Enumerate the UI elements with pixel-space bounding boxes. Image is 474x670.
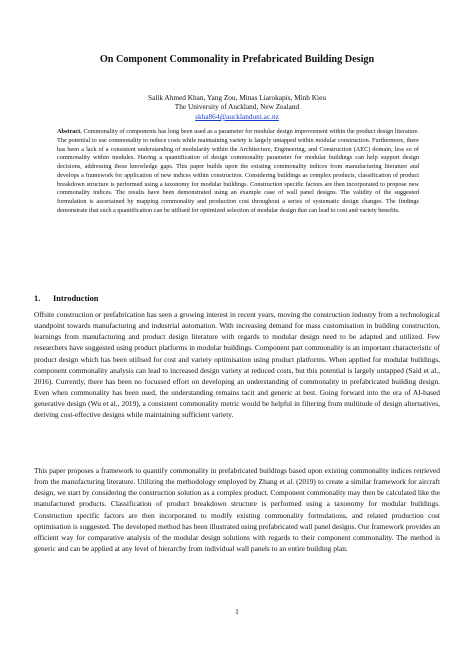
author-block	[40, 93, 434, 121]
abstract-text: Commonality of components has long been used as a parameter for modular design improvement within the product design literature. The potential to use commonality to reduce costs while maintaining variety is largely untapped within modular construction. Furthermore, there has been a lack of a consistent understanding of modularity within the Architecture, Engineering, and Construction (AEC) domain, less so of commonality within modules. Having a quantification of design commonality parameter for modular buildings can help support design decisions, addressing these knowledge gaps. This paper builds upon the existing commonality indices from manufacturing literature and develops a framework for application of new indices within construction. Considering buildings as complex products, classification of product breakdown structure is performed using a taxonomy for modular buildings. Construction specific factors are then incorporated to propose new commonality indices. The results have been demonstrated using an example case of wall panel designs. The validity of the suggested formulation is ascertained by mapping commonality and production cost throughout a series of systematic design changes. The findings demonstrate that such a quantification can be utilised for optimized selection of modular design that can lead to cost and variety benefits.	[57, 128, 419, 214]
section-number: 1.	[34, 294, 41, 303]
intro-paragraph-1: Offsite construction or prefabrication has seen a growing interest in recent years, moving the construction industry from a technological standpoint towards manufacturing and industrial automation. With increasing demand for mass customisation in building construction, learnings from manufacturing and product design literature with regards to modular design need to be adapted and utilized. Few researchers have suggested using product platforms in modular buildings. Component part commonality is an important characteristic of product design which has been utilised for cost and variety optimisation using product platforms. When applied for modular buildings, component commonality analysis can lead to increased design variety at reduced costs, but this potential is largely untapped (Said et al., 2016). Currently, there has been no focussed effort on developing an understanding of commonality in prefabricated building design. Even when commonality has been used, the understanding remains tacit and generic at best. Going forward into the era of AI-based generative design (Wu et al., 2019), a consistent commonality metric would be helpful in filtering from multitude of design alternatives, deriving cost-effective designs while maintaining sufficient variety.	[34, 310, 440, 420]
abstract	[57, 128, 419, 216]
affiliation: The University of Auckland, New Zealand	[174, 102, 300, 112]
intro-paragraph-2: This paper proposes a framework to quantify commonality in prefabricated buildings based upon existing commonality indices retrieved from the manufacturing literature. Utilizing the methodology employed by Zhang et al. (2019) to create a similar framework for aircraft design, we start by considering the construction solution as a complex product. Component commonality may then be calculated like the manufactured products. Classification of product breakdown structure is performed using a taxonomy for modular buildings. Construction specific factors are then incorporated to modify existing commonality formulations, and related production cost optimisation is suggested. The developed method has been illustrated using prefabricated wall panel designs. Our framework provides an efficient way for comparative analysis of the modular design solutions with regards to their component commonality. The method is generic and can be applied at any level of hierarchy from individual wall panels to an entire building plan.	[34, 466, 440, 554]
section-title: Introduction	[53, 294, 99, 303]
abstract-label: Abstract.	[57, 128, 82, 135]
page-number: 1	[235, 607, 239, 616]
paper-title: On Component Commonality in Prefabricated Building Design	[99, 54, 375, 65]
section-heading	[34, 294, 98, 303]
author-list: Salik Ahmed Khan, Yang Zou, Minas Liarokapis, Minh Kieu	[148, 93, 326, 102]
email-link[interactable]: skha864@aucklanduni.ac.nz	[195, 111, 279, 121]
